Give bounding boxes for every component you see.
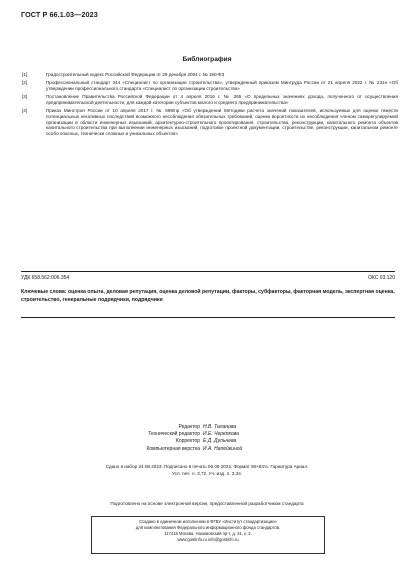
entry-text: Постановление Правительства Российской Федерации от 4 апреля 2016 г. № 265 «О предельных значениях дохода, полученного от осуществления предпринимательской деятельности, для каждой категории субъектов малого и среднего предпринимательства» xyxy=(46,94,398,105)
publication-line: Усл. печ. л. 3,72. Уч.-изд. л. 3,34. xyxy=(171,470,243,476)
publication-info xyxy=(0,464,414,478)
entry-text: Профессиональный стандарт 344 «Специалист по организации строительства», утвержденный приказом Минтруда России от 21 апреля 2022 г. № 231н «Об утверждении профессионального стандарта «Специалист по организации строительства» xyxy=(46,80,398,91)
keywords: Ключевые слова: оценка опыта, деловая репутация, оценка деловой репутации, факторы, субфакторы, факторная модель, экспертная оценка, строительство, генеральные подрядчики, подрядчики xyxy=(21,289,395,303)
bibliography-title: Библиография xyxy=(182,56,232,63)
publisher-box xyxy=(91,516,325,554)
udk-code: УДК 658.562:006.354 xyxy=(21,275,70,281)
publisher-address: 117418 Москва, Нахимовский пр-т, д. 31, к. 2. xyxy=(164,530,252,536)
entry-text: Приказ Минстроя России от 10 апреля 2017 г. № 699/пр «Об утверждении Методики расчета значений показателей, используемых для оценки тяжести потенциальных негативных последствий возможного несоблюдения обязательных требований, оценки вероятности их несоблюдения членом саморегулируемой организации в области инженерных изысканий, архитектурно-строительного проектирования, строительства, реконструкции, капитального ремонта объектов капитального строительства при выполнении инженерных изысканий, подготовке проектной документации, строительстве, реконструкции, капитальном ремонте особо опасных, технически сложных и уникальных объектов» xyxy=(46,108,398,137)
publisher-line: для комплектования Федерального информационного фонда стандартов, xyxy=(135,524,281,530)
credit-row xyxy=(0,446,414,453)
credit-name: Н.В. Таланова xyxy=(203,424,237,430)
oks-code: ОКС 03.120 xyxy=(367,275,395,281)
credit-row xyxy=(0,431,414,438)
credit-row xyxy=(0,424,414,431)
entry-number: [3] xyxy=(22,94,28,100)
entry-number: [2] xyxy=(22,80,28,86)
credit-role: Корректор xyxy=(175,438,200,445)
standard-identifier: ГОСТ Р 66.1.03—2023 xyxy=(21,10,98,19)
electronic-version-note: Подготовлено на основе электронной версии, предоставленной разработчиком стандарта xyxy=(110,501,304,506)
entry-number: [4] xyxy=(22,108,28,114)
publisher-info xyxy=(92,519,324,543)
publication-line: Сдано в набор 24.08.2023. Подписано в печать 06.09.2023. Формат 60×84⅛. Гарнитура Ариал. xyxy=(105,464,309,469)
credit-row xyxy=(0,438,414,445)
credit-name: И.Е. Черепкова xyxy=(203,431,239,438)
entry-number: [1] xyxy=(22,72,28,77)
entry-text: Градостроительный кодекс Российской Федерации от 29 декабря 2004 г. № 190-ФЗ xyxy=(46,72,225,77)
bibliography-entry xyxy=(22,80,398,91)
bibliography-entry xyxy=(22,108,398,137)
credit-role: Компьютерная верстка xyxy=(146,445,200,452)
publisher-contacts: www.gostinfo.ru info@gostinfo.ru xyxy=(177,536,239,542)
credit-name: И.А. Налейкиной xyxy=(203,445,243,452)
bibliography-entry xyxy=(22,72,398,78)
divider-line xyxy=(21,317,395,318)
credit-name: Е.Д. Дульнева xyxy=(203,438,237,445)
bibliography-entry xyxy=(22,94,398,105)
editorial-credits xyxy=(0,424,414,453)
credit-role: Технический редактор xyxy=(148,431,200,438)
publisher-line: Создано в единичном исполнении в ФГБУ «Институт стандартизации» xyxy=(139,519,277,524)
divider-line xyxy=(21,271,395,272)
credit-role: Редактор xyxy=(178,424,200,430)
bibliography-list xyxy=(22,72,398,139)
